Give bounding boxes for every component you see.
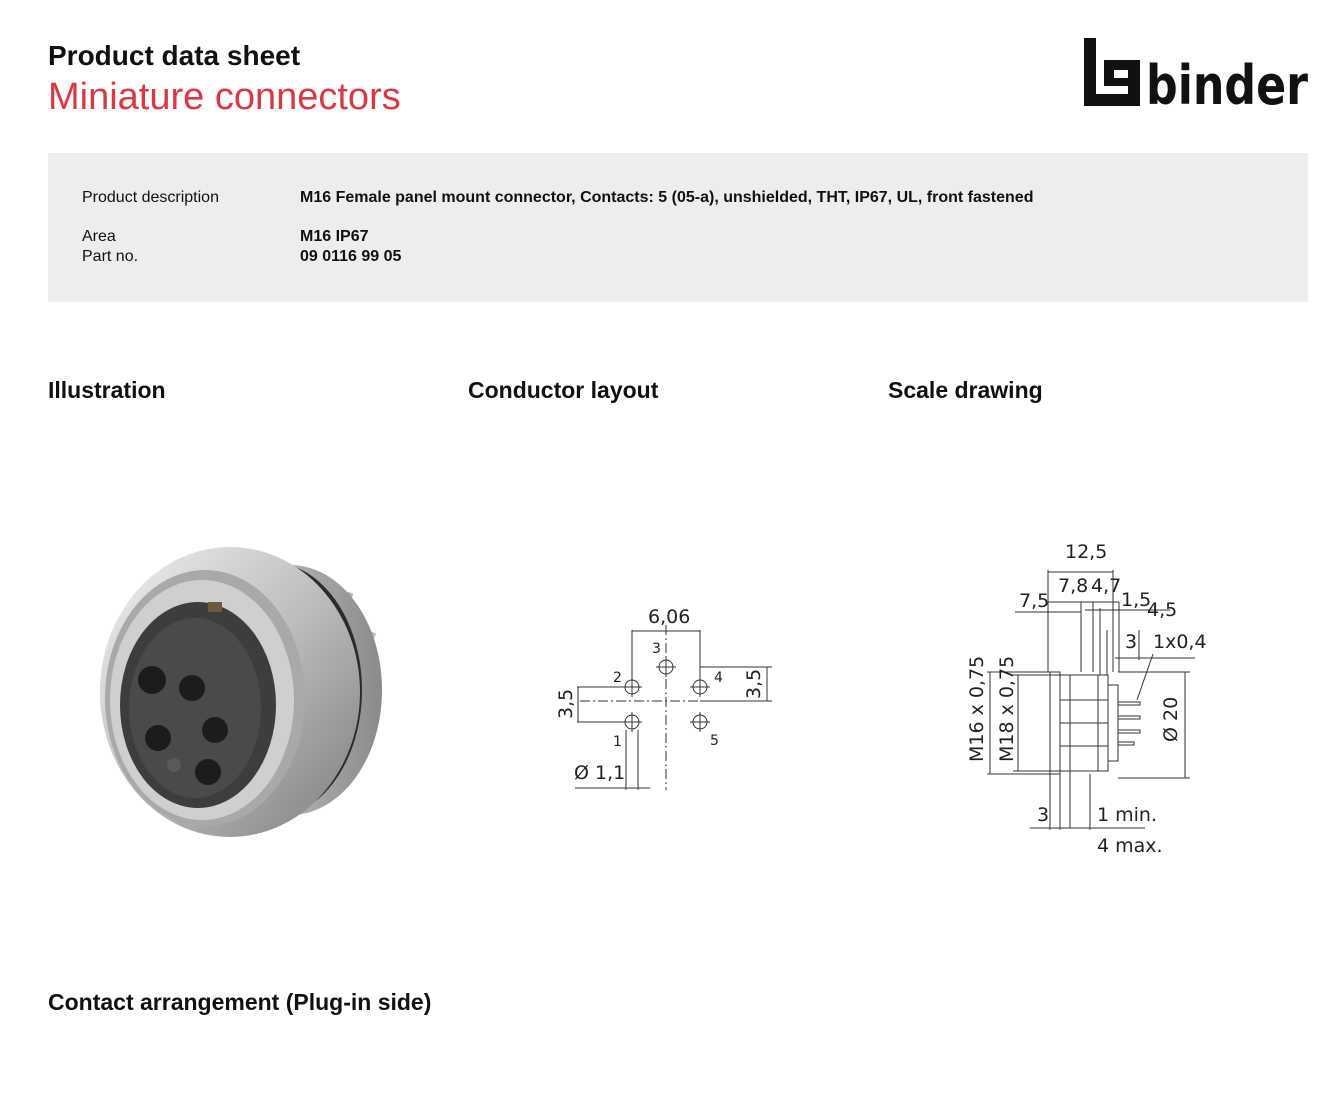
pin-label-1: 1 (613, 734, 622, 750)
dim-1-5: 1,5 (1121, 589, 1152, 611)
pin-label-2: 2 (613, 670, 622, 686)
illustration-heading: Illustration (48, 377, 166, 403)
binder-logo-text: binder (1146, 54, 1309, 117)
pin-label-3: 3 (652, 641, 661, 657)
dim-7-5: 7,5 (1019, 590, 1050, 612)
conductor-height-right-label: 3,5 (743, 668, 765, 699)
dim-3-top: 3 (1125, 631, 1138, 653)
pin-label-4: 4 (714, 670, 723, 686)
connector-illustration (90, 540, 400, 855)
part-label: Part no. (82, 248, 139, 265)
dim-4-7: 4,7 (1091, 575, 1122, 597)
dim-1x0-4: 1x0,4 (1153, 631, 1207, 653)
page-subtitle: Miniature connectors (48, 76, 401, 118)
binder-logo-mark (1084, 38, 1140, 106)
conductor-width-label: 6,06 (648, 606, 691, 628)
thread-m16: M16 x 0,75 (966, 655, 988, 762)
dim-total-length: 12,5 (1065, 541, 1108, 563)
product-info-panel (48, 153, 1308, 302)
dim-1-min: 1 min. (1097, 804, 1157, 826)
dim-4-5: 4,5 (1147, 599, 1178, 621)
description-value: M16 Female panel mount connector, Contacts: 5 (05-a), unshielded, THT, IP67, UL, front fastened (300, 189, 1034, 206)
dim-3-bottom: 3 (1037, 804, 1050, 826)
scale-drawing (955, 530, 1205, 865)
binder-logo (1082, 36, 1312, 117)
thread-m18: M18 x 0,75 (996, 655, 1018, 762)
diameter-20: Ø 20 (1160, 696, 1182, 742)
hole-diameter-label: Ø 1,1 (574, 762, 626, 784)
description-label: Product description (82, 189, 219, 206)
conductor-layout-drawing (540, 595, 780, 795)
conductor-height-left-label: 3,5 (555, 688, 577, 719)
area-label: Area (82, 228, 116, 245)
contact-arrangement-heading: Contact arrangement (Plug-in side) (48, 989, 432, 1015)
part-value: 09 0116 99 05 (300, 248, 402, 265)
area-value: M16 IP67 (300, 228, 369, 245)
page-title: Product data sheet (48, 40, 301, 71)
pin-label-5: 5 (710, 733, 719, 749)
scale-drawing-heading: Scale drawing (888, 377, 1043, 403)
dim-7-8: 7,8 (1058, 575, 1089, 597)
conductor-layout-heading: Conductor layout (468, 377, 659, 403)
dim-4-max: 4 max. (1097, 835, 1163, 857)
